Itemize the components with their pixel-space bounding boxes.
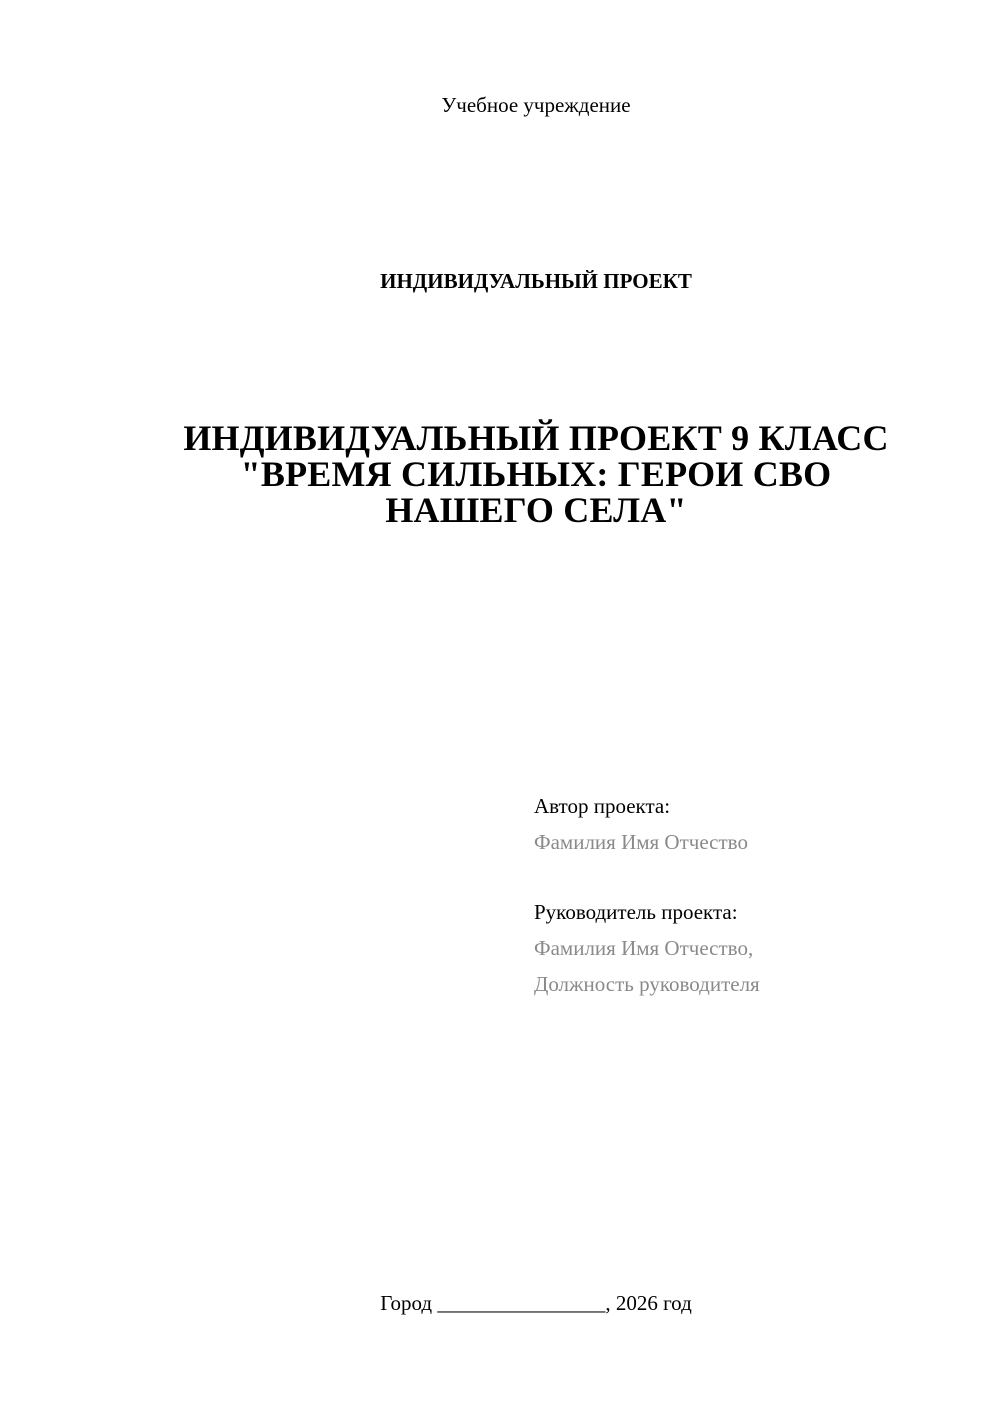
project-title: [120, 420, 952, 528]
city-year-line: Город ________________, 2026 год: [380, 1291, 692, 1315]
supervisor-label: Руководитель проекта:: [534, 900, 738, 924]
project-title-line-3: НАШЕГО СЕЛА": [385, 490, 687, 530]
project-title-line-1: ИНДИВИДУАЛЬНЫЙ ПРОЕКТ 9 КЛАСС: [183, 418, 889, 458]
supervisor-position: Должность руководителя: [534, 972, 760, 996]
project-title-line-2: "ВРЕМЯ СИЛЬНЫХ: ГЕРОИ СВО: [240, 454, 832, 494]
institution-name: Учебное учреждение: [441, 93, 631, 117]
credits-spacer: [534, 860, 974, 894]
author-label: Автор проекта:: [534, 794, 671, 818]
credits-block: [534, 788, 974, 1002]
author-name: Фамилия Имя Отчество: [534, 830, 748, 854]
supervisor-name: Фамилия Имя Отчество,: [534, 936, 754, 960]
project-type-heading: ИНДИВИДУАЛЬНЫЙ ПРОЕКТ: [380, 269, 692, 293]
